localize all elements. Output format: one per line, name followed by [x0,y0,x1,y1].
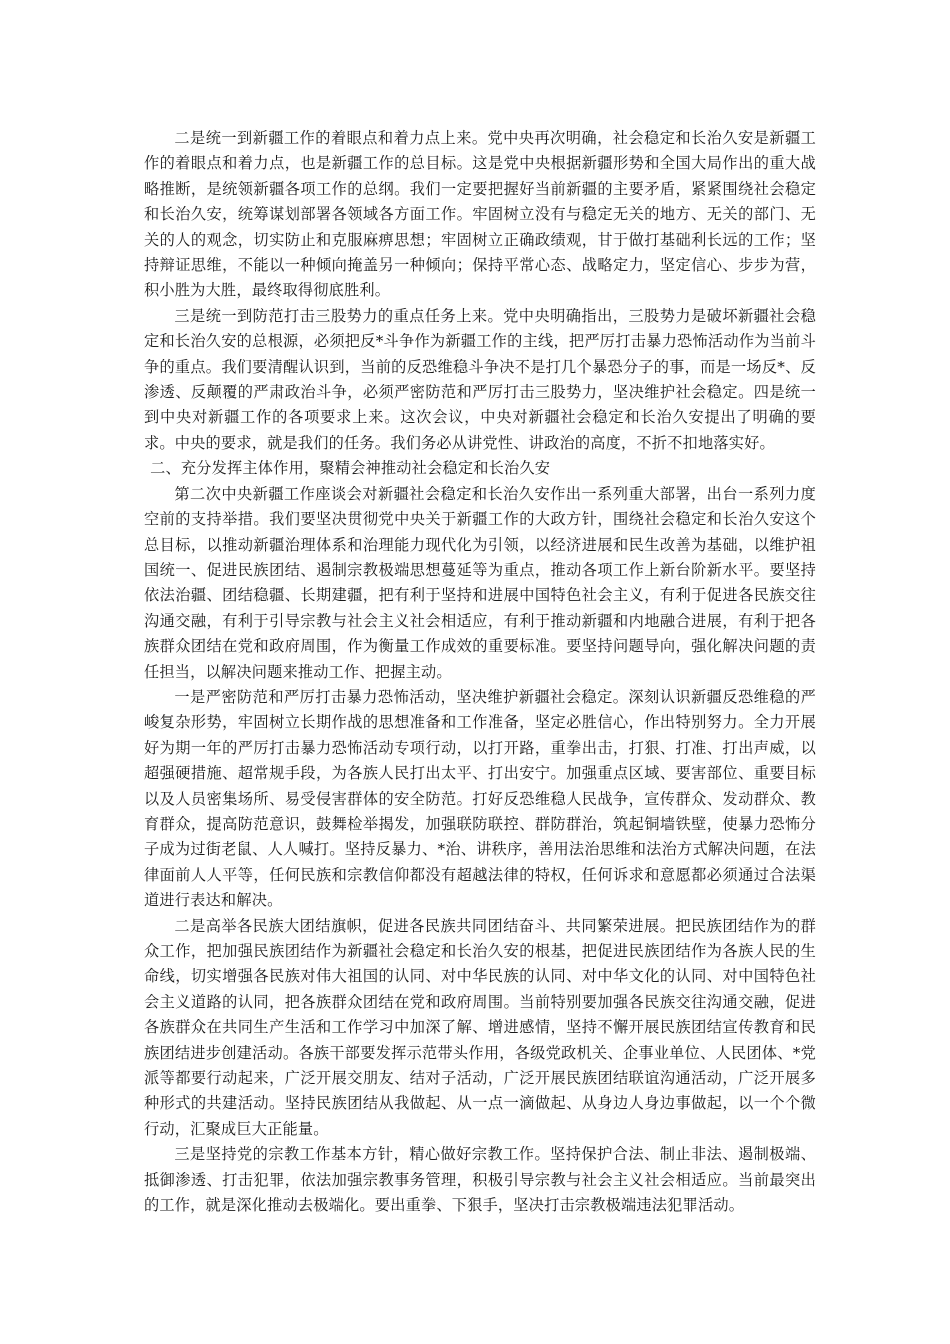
paragraph: 三是坚持党的宗教工作基本方针，精心做好宗教工作。坚持保护合法、制止非法、遏制极端、抵御渗透、打击犯罪，依法加强宗教事务管理，积极引导宗教与社会主义社会相适应。当前最突出的工作，就是深化推动去极端化。要出重拳、下狠手，坚决打击宗教极端违法犯罪活动。 [144,1145,816,1215]
document-body [144,126,816,1218]
section-heading: 二、充分发挥主体作用，聚精会神推动社会稳定和长治久安 [150,459,551,478]
paragraph: 第二次中央新疆工作座谈会对新疆社会稳定和长治久安作出一系列重大部署，出台一系列力度空前的支持举措。我们要坚决贯彻党中央关于新疆工作的大政方针，围绕社会稳定和长治久安这个总目标，以推动新疆治理体系和治理能力现代化为引领，以经济进展和民生改善为基础，以维护祖国统一、促进民族团结、遏制宗教极端思想蔓延等为重点，推动各项工作上新台阶新水平。要坚持依法治疆、团结稳疆、长期建疆，把有利于坚持和进展中国特色社会主义，有利于促进各民族交往沟通交融，有利于引导宗教与社会主义社会相适应，有利于推动新疆和内地融合进展，有利于把各族群众团结在党和政府周围，作为衡量工作成效的重要标准。要坚持问题导向，强化解决问题的责任担当，以解决问题来推动工作、把握主动。 [144,484,816,681]
paragraph: 二是高举各民族大团结旗帜，促进各民族共同团结奋斗、共同繁荣进展。把民族团结作为的群众工作，把加强民族团结作为新疆社会稳定和长治久安的根基，把促进民族团结作为各族人民的生命线，切实增强各民族对伟大祖国的认同、对中华民族的认同、对中华文化的认同、对中国特色社会主义道路的认同，把各族群众团结在党和政府周围。当前特别要加强各民族交往沟通交融，促进各族群众在共同生产生活和工作学习中加深了解、增进感情，坚持不懈开展民族团结宣传教育和民族团结进步创建活动。各族干部要发挥示范带头作用，各级党政机关、企事业单位、人民团体、*党派等都要行动起来，广泛开展交朋友、结对子活动，广泛开展民族团结联谊沟通活动，广泛开展多种形式的共建活动。坚持民族团结从我做起、从一点一滴做起、从身边人身边事做起，以一个个微行动，汇聚成巨大正能量。 [144,916,816,1138]
paragraph: 二是统一到新疆工作的着眼点和着力点上来。党中央再次明确，社会稳定和长治久安是新疆工作的着眼点和着力点，也是新疆工作的总目标。这是党中央根据新疆形势和全国大局作出的重大战略推断，是统领新疆各项工作的总纲。我们一定要把握好当前新疆的主要矛盾，紧紧围绕社会稳定和长治久安，统筹谋划部署各领域各方面工作。牢固树立没有与稳定无关的地方、无关的部门、无关的人的观念，切实防止和克服麻痹思想；牢固树立正确政绩观，甘于做打基础利长远的工作；坚持辩证思维，不能以一种倾向掩盖另一种倾向；保持平常心态、战略定力，坚定信心、步步为营，积小胜为大胜，最终取得彻底胜利。 [144,129,816,300]
paragraph: 一是严密防范和严厉打击暴力恐怖活动，坚决维护新疆社会稳定。深刻认识新疆反恐维稳的严峻复杂形势，牢固树立长期作战的思想准备和工作准备，坚定必胜信心，作出特别努力。全力开展好为期一年的严厉打击暴力恐怖活动专项行动，以打开路，重拳出击，打狠、打准、打出声威，以超强硬措施、超常规手段，为各族人民打出太平、打出安宁。加强重点区域、要害部位、重要目标以及人员密集场所、易受侵害群体的安全防范。打好反恐维稳人民战争，宣传群众、发动群众、教育群众，提高防范意识，鼓舞检举揭发，加强联防联控、群防群治，筑起铜墙铁壁，使暴力恐怖分子成为过街老鼠、人人喊打。坚持反暴力、*治、讲秩序，善用法治思维和法治方式解决问题，在法律面前人人平等，任何民族和宗教信仰都没有超越法律的特权，任何诉求和意愿都必须通过合法渠道进行表达和解决。 [144,687,816,910]
paragraph: 三是统一到防范打击三股势力的重点任务上来。党中央明确指出，三股势力是破坏新疆社会稳定和长治久安的总根源，必须把反*斗争作为新疆工作的主线，把严厉打击暴力恐怖活动作为当前斗争的重点。我们要清醒认识到，当前的反恐维稳斗争决不是打几个暴恐分子的事，而是一场反*、反渗透、反颠覆的严肃政治斗争，必须严密防范和严厉打击三股势力，坚决维护社会稳定。四是统一到中央对新疆工作的各项要求上来。这次会议，中央对新疆社会稳定和长治久安提出了明确的要求。中央的要求，就是我们的任务。我们务必从讲党性、讲政治的高度，不折不扣地落实好。 [144,306,816,452]
